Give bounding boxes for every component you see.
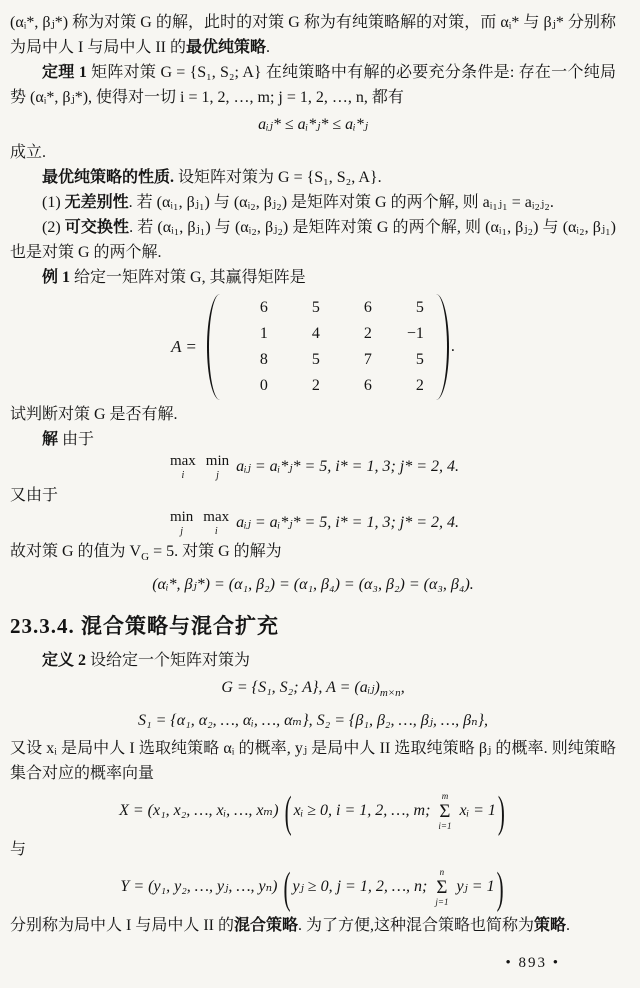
payoff-matrix (10, 294, 616, 400)
matrix-period: . (450, 338, 455, 355)
bold-term-mixed-strategy: 混合策略 (234, 917, 299, 935)
x-constraint-post: xᵢ = 1 (455, 802, 496, 820)
outro-pre: 分别称为局中人 I 与局中人 II 的 (10, 917, 234, 935)
matrix-dim-subscript: m×n (379, 687, 401, 700)
matrix-grid (224, 295, 432, 399)
mixed-strategy-paragraph (10, 913, 616, 938)
game-value-post: = 5. 对策 G 的解为 (149, 543, 282, 560)
game-value-pre: 故对策 G 的值为 V (10, 543, 142, 560)
matrix-cell: 7 (363, 351, 372, 368)
matrix-cell: 0 (259, 377, 268, 394)
definition-2-body: 设给定一个矩阵对策为 (86, 652, 251, 670)
section-heading-23-3-4: 23.3.4. 混合策略与混合扩充 (10, 614, 279, 639)
matrix-cell: 2 (415, 377, 424, 394)
matrix-left-paren (207, 294, 220, 400)
matrix-cell: 4 (311, 325, 320, 342)
matrix-cell: 6 (259, 299, 268, 316)
solution-label: 解 (42, 431, 59, 448)
solution-paragraph (10, 427, 616, 452)
and-line: 与 (10, 841, 27, 859)
example-1-body: 给定一矩阵对策 G, 其赢得矩阵是 (70, 269, 306, 286)
matrix-cell: 6 (363, 299, 372, 316)
matrix-cell: −1 (406, 325, 424, 342)
matrix-right-paren (436, 294, 449, 400)
maxmin-rest: aᵢⱼ = aᵢ*ⱼ* = 5, i* = 1, 3; j* = 2, 4. (236, 458, 460, 476)
y-vector-formula (10, 862, 616, 914)
matrix-cell: 5 (415, 351, 424, 368)
right-big-paren: ) (496, 862, 504, 914)
example-1-label: 例 1 (42, 269, 71, 286)
property-1-paragraph (10, 190, 616, 215)
intro-paragraph (10, 10, 616, 60)
sigma-symbol: Σ (439, 801, 451, 823)
properties-heading: 最优纯策略的性质. (42, 169, 175, 186)
y-vector-lhs: Y = (y₁, y₂, …, yⱼ, …, yₙ) (120, 878, 282, 896)
minmax-formula (10, 510, 616, 537)
summation-x: m Σ i=1 (438, 791, 452, 832)
matrix-cell: 2 (311, 377, 320, 394)
summation-y: n Σ j=1 (435, 867, 449, 908)
property-2-paragraph (10, 215, 616, 265)
matrix-cell: 5 (311, 299, 320, 316)
properties-paragraph (10, 165, 616, 190)
bold-term-indifference: 无差别性 (64, 194, 129, 211)
bold-term-exchangeability: 可交换性 (64, 219, 130, 236)
property-1-body: . 若 (αᵢ₁, βⱼ₁) 与 (αᵢ₂, βⱼ₂) 是矩阵对策 G 的两个解, 则 aᵢ₁ⱼ₁ = aᵢ₂ⱼ₂. (128, 194, 554, 211)
max-operator: max i (169, 453, 196, 481)
x-constraint-pre: xᵢ ≥ 0, i = 1, 2, …, m; (293, 802, 435, 820)
holds-line: 成立. (10, 144, 47, 161)
property-2-body: . 若 (αᵢ₁, βⱼ₁) 与 (αᵢ₂, βⱼ₂) 是矩阵对策 G 的两个解, 则 (αᵢ₁, βⱼ₂) 与 (αᵢ₂, βⱼ₁) 也是对策 G 的两个解. (10, 219, 616, 261)
saddle-point-inequality-formula: aᵢⱼ* ≤ aᵢ*ⱼ* ≤ aᵢ*ⱼ (258, 116, 368, 133)
sigma-symbol: Σ (436, 877, 448, 899)
probability-intro-paragraph: 又设 xᵢ 是局中人 I 选取纯策略 αᵢ 的概率, yⱼ 是局中人 II 选取纯策略 βⱼ 的概率. 则纯策略集合对应的概率向量 (10, 740, 616, 783)
also-because-line: 又由于 (10, 487, 59, 504)
matrix-cell: 1 (259, 325, 268, 342)
question-line: 试判断对策 G 是否有解. (10, 406, 178, 423)
page-number: • 893 • (505, 955, 560, 971)
solution-body: 由于 (58, 431, 95, 448)
min-operator: min j (169, 509, 194, 537)
x-vector-lhs: X = (x₁, x₂, …, xᵢ, …, xₘ) (119, 802, 283, 820)
intro-text: (αᵢ*, βⱼ*) 称为对策 G 的解，此时的对策 G 称为有纯策略解的对策，而 αᵢ* 与 βⱼ* 分别称为局中人 I 与局中人 II 的 (10, 14, 616, 56)
maxmin-formula (10, 454, 616, 481)
properties-body: 设矩阵对策为 G = {S₁, S₂, A}. (174, 169, 382, 186)
definition-2-label: 定义 2 (42, 652, 87, 670)
strategy-sets-formula: S₁ = {α₁, α₂, …, αᵢ, …, αₘ}, S₂ = {β₁, β₂, …, βⱼ, …, βₙ}, (138, 712, 488, 730)
left-big-paren: ( (284, 786, 292, 838)
solution-pairs-formula: (αᵢ*, βⱼ*) = (α₁, β₂) = (α₁, β₄) = (α₃, β₂) = (α₃, β₄). (152, 576, 474, 594)
matrix-lhs: A = (171, 337, 197, 356)
theorem-1-label: 定理 1 (42, 64, 87, 81)
outro-period: . (566, 917, 571, 935)
property-2-number: (2) (42, 219, 65, 236)
example-1-paragraph (10, 265, 616, 290)
matrix-cell: 6 (363, 377, 372, 394)
right-big-paren: ) (497, 786, 505, 838)
x-vector-formula (10, 786, 616, 838)
property-1-number: (1) (42, 194, 65, 211)
max-operator: max i (203, 509, 230, 537)
outro-mid: . 为了方便,这种混合策略也简称为 (298, 917, 535, 935)
bold-term-optimal-pure-strategy: 最优纯策略 (186, 39, 267, 56)
theorem-1-paragraph (10, 60, 616, 110)
game-value-subscript: G (141, 551, 150, 564)
left-big-paren: ( (283, 862, 291, 914)
bold-term-strategy: 策略 (534, 917, 567, 935)
intro-period: . (266, 39, 271, 56)
game-value-paragraph (10, 539, 616, 570)
theorem-1-body: 矩阵对策 G = {S₁, S₂; A} 在纯策略中有解的必要充分条件是: 存在一个纯局势 (αᵢ*, βⱼ*), 使得对一切 i = 1, 2, …, m; j = 1, 2, …, n, 都有 (10, 64, 616, 106)
game-definition-formula: G = {S₁, S₂; A}, $A = (aᵢⱼ)_{m\times n}$, (221, 679, 405, 700)
min-operator: min j (205, 453, 230, 481)
definition-2-paragraph (10, 648, 616, 673)
matrix-cell: 2 (363, 325, 372, 342)
minmax-rest: aᵢⱼ = aᵢ*ⱼ* = 5, i* = 1, 3; j* = 2, 4. (236, 514, 460, 532)
y-constraint-pre: yⱼ ≥ 0, j = 1, 2, …, n; (292, 878, 432, 896)
matrix-cell: 8 (259, 351, 268, 368)
matrix-cell: 5 (311, 351, 320, 368)
y-constraint-post: yⱼ = 1 (452, 878, 495, 896)
matrix-cell: 5 (415, 299, 424, 316)
